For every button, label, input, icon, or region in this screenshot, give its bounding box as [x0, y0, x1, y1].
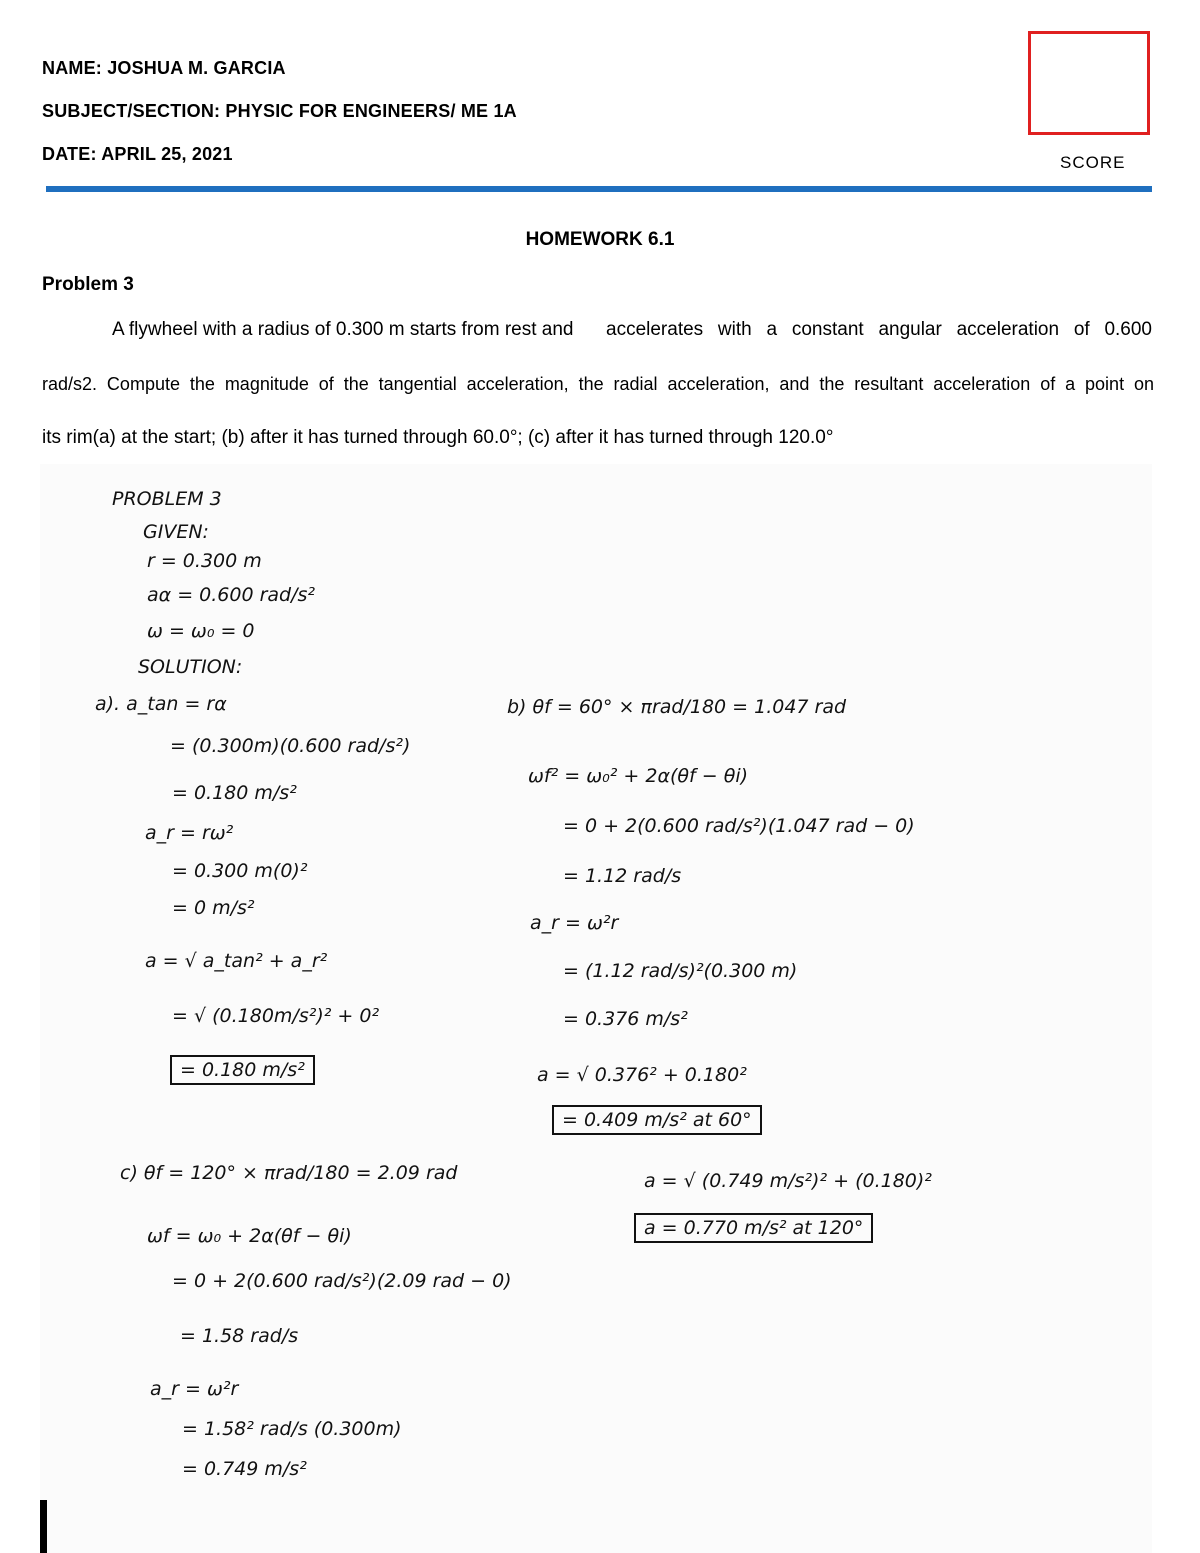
hw-a-answer: = 0.180 m/s²	[170, 1055, 315, 1085]
hw-c-line-7: = 0.749 m/s²	[182, 1458, 307, 1480]
photo-edge-shadow	[40, 1500, 47, 1553]
hw-a-line-5: = 0.300 m(0)²	[172, 860, 308, 882]
hw-a-line-4: a_r = rω²	[145, 822, 234, 844]
hw-b-line-3: = 0 + 2(0.600 rad/s²)(1.047 rad − 0)	[563, 815, 915, 837]
statement-line-2: rad/s2. Compute the magnitude of the tangential acceleration, the radial acceleration, and the resultant acceleration of a point on	[42, 374, 1154, 394]
subject-line: SUBJECT/SECTION: PHYSIC FOR ENGINEERS/ ME 1A	[42, 101, 517, 121]
statement-line-1b: accelerates with a constant angular acceleration of 0.600	[606, 319, 1152, 340]
problem-title: Problem 3	[42, 274, 134, 295]
score-label: SCORE	[1060, 153, 1126, 172]
hw-given-alpha: aα = 0.600 rad/s²	[147, 584, 316, 606]
name-line: NAME: JOSHUA M. GARCIA	[42, 58, 286, 78]
hw-b-line-1: b) θf = 60° × πrad/180 = 1.047 rad	[507, 696, 847, 718]
homework-title: HOMEWORK 6.1	[525, 229, 675, 250]
hw-a-line-8: = √ (0.180m/s²)² + 0²	[172, 1005, 380, 1027]
hw-a-line-1: a). a_tan = rα	[95, 693, 227, 715]
hw-given-r: r = 0.300 m	[147, 550, 262, 572]
hw-b-answer: = 0.409 m/s² at 60°	[552, 1105, 762, 1135]
hw-b-line-7: = 0.376 m/s²	[563, 1008, 688, 1030]
statement-line-3: its rim(a) at the start; (b) after it has turned through 60.0°; (c) after it has turned through 120.0°	[42, 427, 834, 448]
hw-given-omega: ω = ω₀ = 0	[147, 620, 255, 642]
hw-b-line-5: a_r = ω²r	[530, 912, 619, 934]
hw-a-line-7: a = √ a_tan² + a_r²	[145, 950, 328, 972]
date-line: DATE: APRIL 25, 2021	[42, 144, 233, 164]
hw-c-line-5: a_r = ω²r	[150, 1378, 239, 1400]
hw-solution: SOLUTION:	[138, 656, 243, 678]
hw-b-line-6: = (1.12 rad/s)²(0.300 m)	[563, 960, 798, 982]
hw-c-line-2: ωf = ω₀ + 2α(θf − θi)	[147, 1225, 352, 1247]
hw-b-line-8: a = √ 0.376² + 0.180²	[537, 1064, 747, 1086]
header-divider	[46, 186, 1152, 192]
hw-a-line-6: = 0 m/s²	[172, 897, 255, 919]
hw-b-line-2: ωf² = ω₀² + 2α(θf − θi)	[528, 765, 749, 787]
score-box	[1028, 31, 1150, 135]
hw-c-line-8: a = √ (0.749 m/s²)² + (0.180)²	[644, 1170, 932, 1192]
hw-heading: PROBLEM 3	[112, 488, 222, 510]
hw-a-line-3: = 0.180 m/s²	[172, 782, 297, 804]
hw-c-line-4: = 1.58 rad/s	[180, 1325, 299, 1347]
hw-c-line-3: = 0 + 2(0.600 rad/s²)(2.09 rad − 0)	[172, 1270, 512, 1292]
hw-a-line-2: = (0.300m)(0.600 rad/s²)	[170, 735, 411, 757]
hw-given: GIVEN:	[143, 521, 209, 543]
statement-line-1a: A flywheel with a radius of 0.300 m starts from rest and	[112, 319, 574, 340]
hw-c-line-6: = 1.58² rad/s (0.300m)	[182, 1418, 402, 1440]
hw-c-answer: a = 0.770 m/s² at 120°	[634, 1213, 873, 1243]
hw-b-line-4: = 1.12 rad/s	[563, 865, 682, 887]
hw-c-line-1: c) θf = 120° × πrad/180 = 2.09 rad	[120, 1162, 458, 1184]
